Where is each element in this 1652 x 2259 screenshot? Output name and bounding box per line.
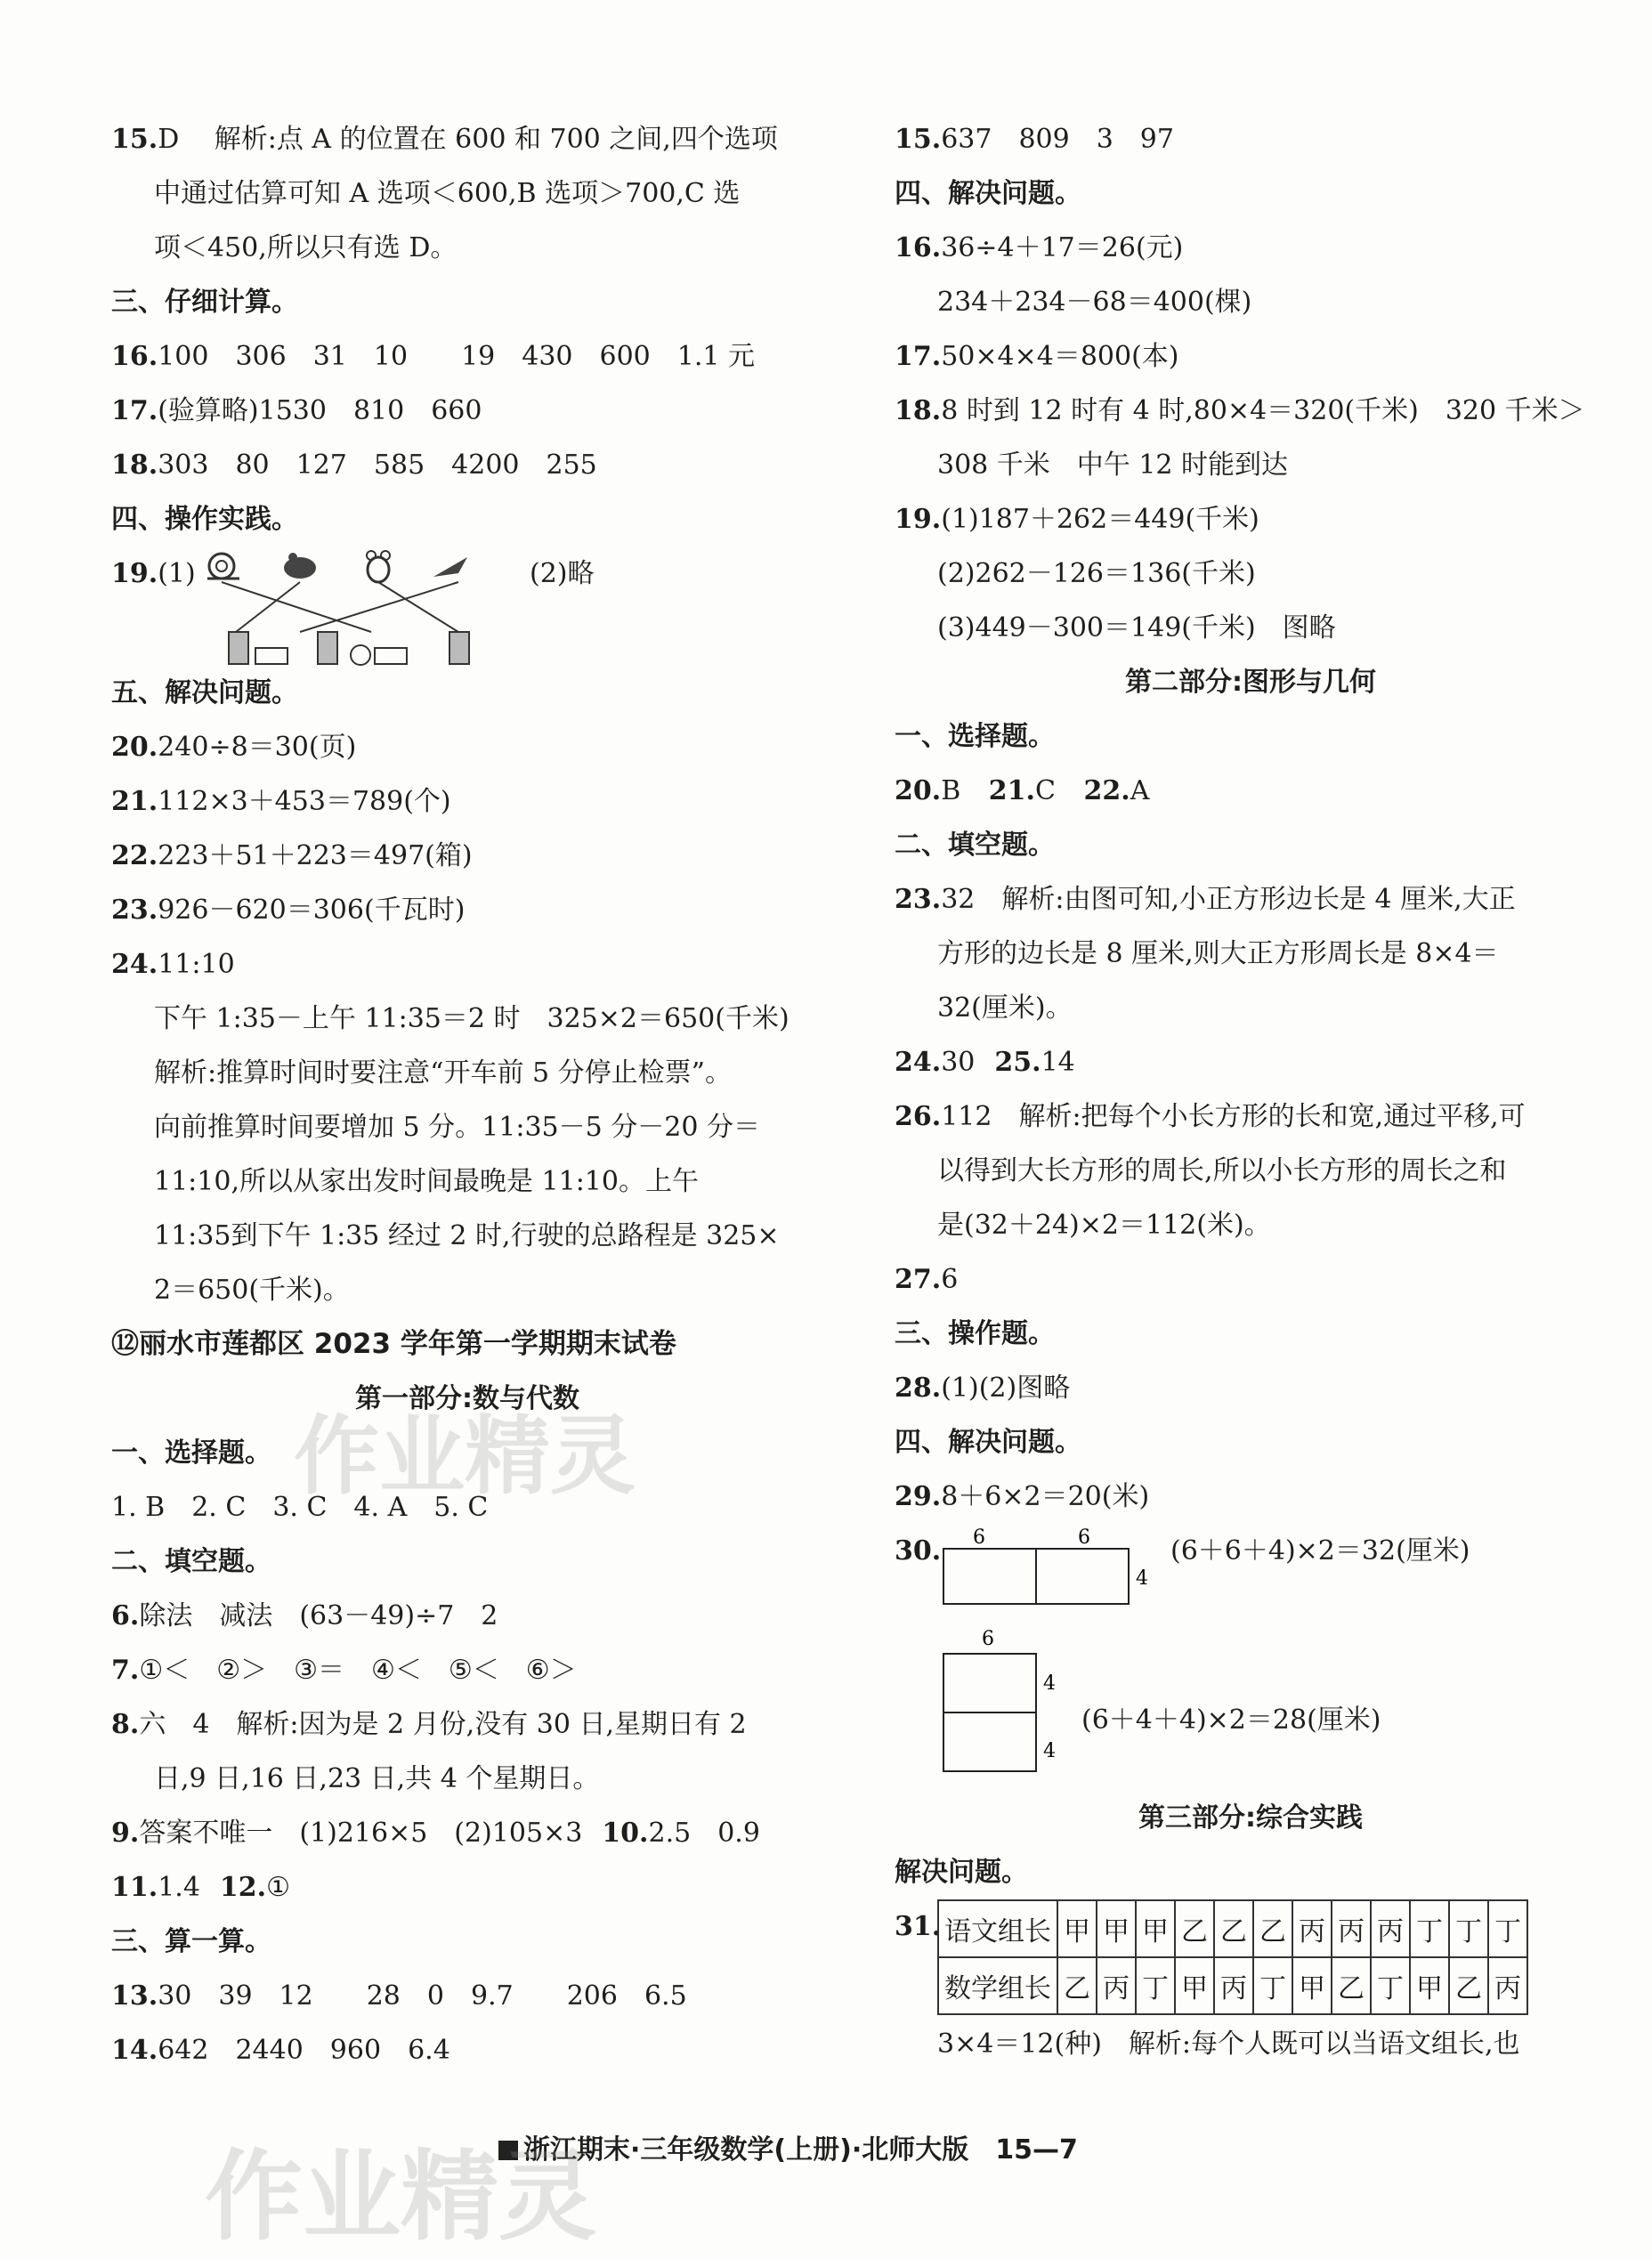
table-cell: 丁 xyxy=(1253,1957,1292,2014)
watermark: 作业精灵 xyxy=(294,1406,636,1506)
r-q28: 28.(1)(2)图略 xyxy=(895,1372,1071,1404)
r-q19-line2: (2)262－126＝136(千米) xyxy=(937,558,1256,589)
q30-eq1: (6＋6＋4)×2＝32(厘米) xyxy=(1170,1535,1470,1567)
q17: 17.(验算略)1530 810 660 xyxy=(111,395,482,426)
section-heading: 四、操作实践。 xyxy=(111,504,298,535)
q24-line3: 解析:推算时间时要注意“开车前 5 分停止检票”。 xyxy=(154,1057,732,1089)
r-q26-line3: 是(32＋24)×2＝112(米)。 xyxy=(937,1210,1271,1241)
section-heading: 一、选择题。 xyxy=(111,1437,271,1469)
q30-f1-rect-right xyxy=(1036,1549,1129,1604)
table-cell: 乙 xyxy=(1449,1957,1488,2014)
q30-f1-width2: 6 xyxy=(1078,1526,1090,1549)
table-cell: 乙 xyxy=(1214,1900,1253,1957)
q13: 13.30 39 12 28 0 9.7 206 6.5 xyxy=(111,1980,687,2012)
q30-f2-rect-bottom xyxy=(943,1712,1036,1771)
table-cell: 甲 xyxy=(1175,1957,1214,2014)
q6: 6.除法 减法 (63－49)÷7 2 xyxy=(111,1600,498,1632)
row-label: 语文组长 xyxy=(938,1900,1057,1957)
table-cell: 丙 xyxy=(1097,1957,1136,2014)
r-q26-line1: 26.112 解析:把每个小长方形的长和宽,通过平移,可 xyxy=(895,1101,1526,1132)
r-q18-line1: 18.8 时到 12 时有 4 时,80×4＝320(千米) 320 千米＞ xyxy=(895,395,1585,426)
table-cell: 甲 xyxy=(1136,1900,1175,1957)
q24-line6: 11:35到下午 1:35 经过 2 时,行驶的总路程是 325× xyxy=(154,1220,780,1251)
table-cell: 甲 xyxy=(1057,1900,1097,1957)
r-q19-line3: (3)449－300＝149(千米) 图略 xyxy=(937,612,1336,644)
view-rect-right xyxy=(449,632,469,664)
table-cell: 甲 xyxy=(1097,1900,1136,1957)
table-cell: 丙 xyxy=(1488,1957,1527,2014)
q30-diagrams xyxy=(935,1524,1148,1791)
q11-q12: 11.1.4 12.① xyxy=(111,1872,291,1903)
table-cell: 丁 xyxy=(1371,1957,1410,2014)
q30-f2-height1: 4 xyxy=(1043,1672,1056,1695)
q15-line1: 15.D 解析:点 A 的位置在 600 和 700 之间,四个选项 xyxy=(111,124,778,155)
section-heading: 三、仔细计算。 xyxy=(111,287,298,318)
q7: 7.①＜ ②＞ ③＝ ④＜ ⑤＜ ⑥＞ xyxy=(111,1655,577,1686)
page-footer: 浙江期末·三年级数学(上册)·北师大版 15—7 xyxy=(498,2127,1078,2166)
table-row xyxy=(938,1900,1527,1957)
part-heading: 第三部分:综合实践 xyxy=(1138,1802,1363,1834)
r-q27: 27.6 xyxy=(895,1264,959,1295)
view-circle-rect xyxy=(351,645,407,665)
q24-line4: 向前推算时间要增加 5 分。11:35－5 分－20 分＝ xyxy=(154,1112,760,1143)
table-cell: 丙 xyxy=(1371,1900,1410,1957)
view-cylinder xyxy=(318,632,337,664)
right-column xyxy=(895,112,1607,2071)
q31-block: 31. 语文组长 甲 甲 甲 乙 乙 乙 丙 丙 丙 丁 丁 丁 数学组长 乙 丙 丁 甲 丙 丁 甲 乙 丁 甲 乙 丙 xyxy=(895,1899,1607,2017)
q8-line2: 日,9 日,16 日,23 日,共 4 个星期日。 xyxy=(154,1763,600,1794)
r-q15: 15.637 809 3 97 xyxy=(895,124,1174,155)
q18: 18.303 80 127 585 4200 255 xyxy=(111,449,597,481)
q15-line2: 中通过估算可知 A 选项＜600,B 选项＞700,C 选 xyxy=(154,178,741,209)
part-heading: 第二部分:图形与几何 xyxy=(1125,667,1376,698)
q14: 14.642 2440 960 6.4 xyxy=(111,2035,450,2066)
q24-line7: 2＝650(千米)。 xyxy=(154,1275,350,1306)
r-q19-line1: 19.(1)187＋262＝449(千米) xyxy=(895,504,1259,535)
q31-answer: 3×4＝12(种) 解析:每个人既可以当语文组长,也 xyxy=(937,2028,1520,2060)
r-q23-line2: 方形的边长是 8 厘米,则大正方形周长是 8×4＝ xyxy=(937,938,1499,969)
table-cell: 丁 xyxy=(1488,1900,1527,1957)
section-heading: 二、填空题。 xyxy=(111,1546,271,1577)
r-q23-line3: 32(厘米)。 xyxy=(937,992,1073,1024)
mouse-icon xyxy=(367,551,390,582)
section-heading: 三、算一算。 xyxy=(111,1926,271,1957)
r-q16-line2: 234＋234－68＝400(棵) xyxy=(937,287,1252,318)
q30-f2-width: 6 xyxy=(982,1628,994,1650)
table-cell: 乙 xyxy=(1175,1900,1214,1957)
snail-icon xyxy=(207,554,239,579)
q31-table xyxy=(937,1899,1528,2015)
section-heading: 二、填空题。 xyxy=(895,830,1055,861)
table-cell: 丁 xyxy=(1449,1900,1488,1957)
table-cell: 乙 xyxy=(1057,1957,1097,2014)
q15-line3: 项＜450,所以只有选 D。 xyxy=(154,232,458,263)
table-cell: 甲 xyxy=(1410,1957,1449,2014)
table-cell: 丙 xyxy=(1214,1957,1253,2014)
q30-f2-height2: 4 xyxy=(1043,1740,1056,1762)
bird-icon xyxy=(433,557,467,577)
section-heading: 四、解决问题。 xyxy=(895,178,1081,209)
r-q20-22: 20.B 21.C 22.A xyxy=(895,775,1150,806)
q30-f1-width1: 6 xyxy=(973,1526,985,1549)
q30-figure: 30. 6 6 4 6 4 4 (6＋6＋4)×2＝32(厘米) (6＋4＋4)×2＝28(厘米) xyxy=(895,1524,1607,1791)
view-rect-tall xyxy=(229,632,287,664)
section-heading: 四、解决问题。 xyxy=(895,1427,1081,1458)
table-cell: 乙 xyxy=(1332,1957,1371,2014)
q30-f1-height: 4 xyxy=(1136,1567,1148,1590)
q24-line5: 11:10,所以从家出发时间最晚是 11:10。上午 xyxy=(154,1166,699,1197)
table-cell: 丁 xyxy=(1410,1900,1449,1957)
q23: 23.926－620＝306(千瓦时) xyxy=(111,895,466,926)
section-heading: 解决问题。 xyxy=(895,1857,1028,1888)
table-cell: 丙 xyxy=(1292,1900,1332,1957)
section-heading: 三、操作题。 xyxy=(895,1318,1055,1349)
r-q23-line1: 23.32 解析:由图可知,小正方形边长是 4 厘米,大正 xyxy=(895,884,1516,915)
table-row xyxy=(938,1957,1527,2014)
table-cell: 乙 xyxy=(1253,1900,1292,1957)
part-heading: 第一部分:数与代数 xyxy=(355,1383,579,1414)
q30-eq2: (6＋4＋4)×2＝28(厘米) xyxy=(1081,1704,1381,1736)
q30-f2-rect-top xyxy=(943,1654,1036,1712)
table-cell: 甲 xyxy=(1292,1957,1332,2014)
r-q17: 17.50×4×4＝800(本) xyxy=(895,341,1179,372)
q19-figure: 19.(1) (2)略 xyxy=(111,547,823,666)
q24-line2: 下午 1:35－上午 11:35＝2 时 325×2＝650(千米) xyxy=(154,1003,790,1034)
section-heading: 一、选择题。 xyxy=(895,721,1055,752)
left-column xyxy=(111,112,823,2077)
exam-title: ⑫丽水市莲都区 2023 学年第一学期期末试卷 xyxy=(111,1328,676,1360)
match-line xyxy=(300,582,458,632)
match-line xyxy=(378,582,458,632)
q9-q10: 9.答案不唯一 (1)216×5 (2)105×3 10.2.5 0.9 xyxy=(111,1818,760,1849)
row-label: 数学组长 xyxy=(938,1957,1057,2014)
r-q24-25: 24.30 25.14 xyxy=(895,1047,1075,1078)
q24-line1: 24.11:10 xyxy=(111,949,235,980)
table-cell: 丙 xyxy=(1332,1900,1371,1957)
q30-f1-rect-left xyxy=(943,1549,1036,1604)
watermark: 作业精灵 xyxy=(205,2140,596,2254)
q22: 22.223＋51＋223＝497(箱) xyxy=(111,840,473,871)
r-q16-line1: 16.36÷4＋17＝26(元) xyxy=(895,232,1184,263)
section-heading: 五、解决问题。 xyxy=(111,677,298,708)
q21: 21.112×3＋453＝789(个) xyxy=(111,786,451,817)
r-q26-line2: 以得到大长方形的周长,所以小长方形的周长之和 xyxy=(937,1155,1507,1186)
q19-matching-diagram xyxy=(200,547,556,666)
r-q18-line2: 308 千米 中午 12 时能到达 xyxy=(937,449,1289,481)
q1-5: 1. B 2. C 3. C 4. A 5. C xyxy=(111,1492,489,1523)
q8-line1: 8.六 4 解析:因为是 2 月份,没有 30 日,星期日有 2 xyxy=(111,1709,747,1740)
r-q29: 29.8＋6×2＝20(米) xyxy=(895,1481,1150,1512)
q20: 20.240÷8＝30(页) xyxy=(111,732,357,763)
q16: 16.100 306 31 10 19 430 600 1.1 元 xyxy=(111,341,756,372)
frog-icon xyxy=(284,553,316,579)
table-cell: 丁 xyxy=(1136,1957,1175,2014)
